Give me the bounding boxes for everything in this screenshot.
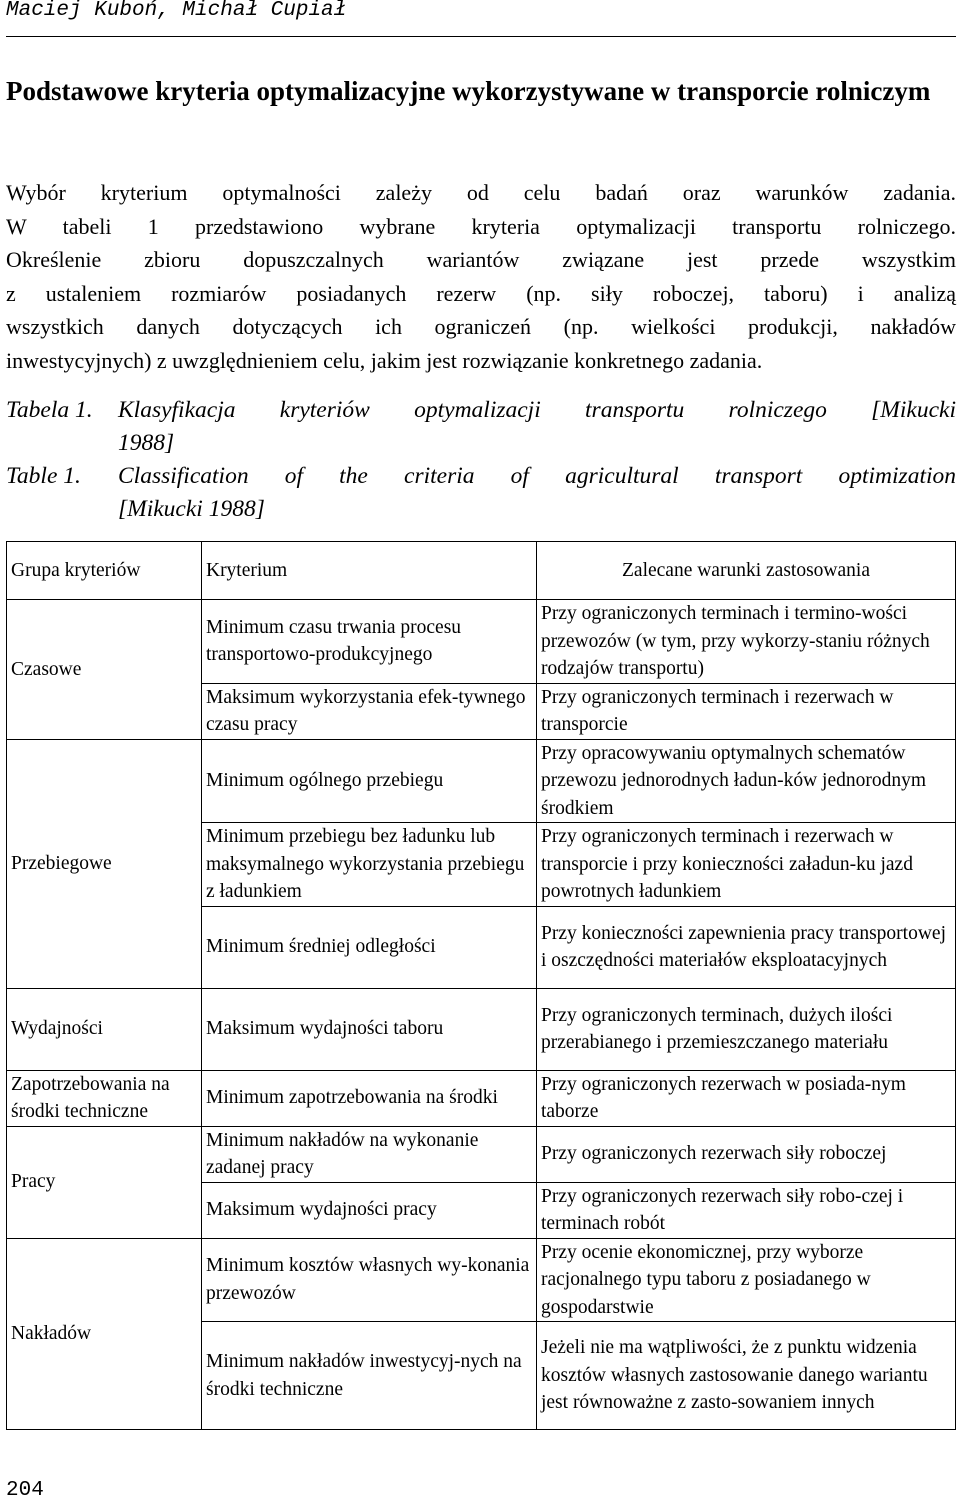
group-cell: Czasowe xyxy=(7,600,202,740)
conditions-cell: Jeżeli nie ma wątpliwości, że z punktu widzenia kosztów własnych zastosowanie danego wariantu jest równoważne z zasto-sowaniem innych xyxy=(536,1322,955,1430)
header-rule xyxy=(6,36,956,37)
table-caption-en xyxy=(6,460,956,526)
criteria-table xyxy=(6,541,956,1430)
criterion-cell: Minimum czasu trwania procesu transportowo-produkcyjnego xyxy=(201,600,536,684)
paragraph-line: wszystkich danych dotyczących ich ograniczeń (np. wielkości produkcji, nakładów xyxy=(6,314,956,339)
conditions-cell: Przy ograniczonych terminach i termino-wości przewozów (w tym, przy wykorzy-staniu różnych rodzajów transportu) xyxy=(536,600,955,684)
criterion-cell: Minimum średniej odległości xyxy=(201,906,536,988)
table-row xyxy=(7,1126,956,1182)
header-criterion: Kryterium xyxy=(201,542,536,600)
table-row xyxy=(7,1070,956,1126)
conditions-cell: Przy ograniczonych rezerwach siły roboczej xyxy=(536,1126,955,1182)
table-row xyxy=(7,988,956,1070)
criterion-cell: Maksimum wydajności pracy xyxy=(201,1182,536,1238)
conditions-cell: Przy ograniczonych terminach, dużych ilości przerabianego i przemieszczanego materiału xyxy=(536,988,955,1070)
header-group: Grupa kryteriów xyxy=(7,542,202,600)
caption-label: Table 1. xyxy=(6,463,81,489)
criterion-cell: Minimum nakładów na wykonanie zadanej pracy xyxy=(201,1126,536,1182)
caption-text-continued: 1988] xyxy=(118,430,175,456)
group-cell: Zapotrzebowania na środki techniczne xyxy=(7,1070,202,1126)
table-row xyxy=(7,600,956,684)
table-caption-pl xyxy=(6,394,956,460)
conditions-cell: Przy ograniczonych rezerwach siły robo-czej i terminach robót xyxy=(536,1182,955,1238)
running-header: Maciej Kuboń, Michał Cupiał xyxy=(6,0,347,22)
group-cell: Nakładów xyxy=(7,1238,202,1430)
caption-text: Klasyfikacja kryteriów optymalizacji transportu rolniczego [Mikucki xyxy=(118,397,956,423)
body-paragraph xyxy=(6,176,956,377)
conditions-cell: Przy konieczności zapewnienia pracy transportowej i oszczędności materiałów eksploatacyjnych xyxy=(536,906,955,988)
conditions-cell: Przy ograniczonych rezerwach w posiada-nym taborze xyxy=(536,1070,955,1126)
conditions-cell: Przy ocenie ekonomicznej, przy wyborze racjonalnego typu taboru z posiadanego w gospodarstwie xyxy=(536,1238,955,1322)
paragraph-line: Określenie zbioru dopuszczalnych wariantów związane jest przede wszystkim xyxy=(6,247,956,272)
conditions-cell: Przy ograniczonych terminach i rezerwach w transporcie xyxy=(536,683,955,739)
paragraph-line: inwestycyjnych) z uwzględnieniem celu, jakim jest rozwiązanie konkretnego zadania. xyxy=(6,347,763,373)
group-cell: Przebiegowe xyxy=(7,739,202,988)
caption-text-continued: [Mikucki 1988] xyxy=(118,496,265,522)
conditions-cell: Przy ograniczonych terminach i rezerwach w transporcie i przy konieczności załadun-ku jazd powrotnych ładunkiem xyxy=(536,823,955,907)
paragraph-line: W tabeli 1 przedstawiono wybrane kryteria optymalizacji transportu rolniczego. xyxy=(6,213,956,239)
paragraph-line: Wybór kryterium optymalności zależy od celu badań oraz warunków zadania. xyxy=(6,180,956,205)
conditions-cell: Przy opracowywaniu optymalnych schematów przewozu jednorodnych ładun-ków jednorodnym środkiem xyxy=(536,739,955,823)
criterion-cell: Minimum zapotrzebowania na środki xyxy=(201,1070,536,1126)
paragraph-line: z ustaleniem rozmiarów posiadanych rezerw (np. siły roboczej, taboru) i analizą xyxy=(6,280,956,306)
criterion-cell: Maksimum wykorzystania efek-tywnego czasu pracy xyxy=(201,683,536,739)
page-number: 204 xyxy=(6,1479,44,1502)
section-title: Podstawowe kryteria optymalizacyjne wykorzystywane w transporcie rolniczym xyxy=(6,76,931,106)
header-conditions: Zalecane warunki zastosowania xyxy=(536,542,955,600)
caption-text: Classification of the criteria of agricultural transport optimization xyxy=(118,463,956,489)
group-cell: Pracy xyxy=(7,1126,202,1238)
criterion-cell: Maksimum wydajności taboru xyxy=(201,988,536,1070)
criterion-cell: Minimum nakładów inwestycyj-nych na środki techniczne xyxy=(201,1322,536,1430)
criterion-cell: Minimum kosztów własnych wy-konania przewozów xyxy=(201,1238,536,1322)
criterion-cell: Minimum przebiegu bez ładunku lub maksymalnego wykorzystania przebiegu z ładunkiem xyxy=(201,823,536,907)
criterion-cell: Minimum ogólnego przebiegu xyxy=(201,739,536,823)
table-row xyxy=(7,1238,956,1322)
caption-label: Tabela 1. xyxy=(6,397,93,423)
group-cell: Wydajności xyxy=(7,988,202,1070)
table-header-row xyxy=(7,542,956,600)
table-row xyxy=(7,739,956,823)
